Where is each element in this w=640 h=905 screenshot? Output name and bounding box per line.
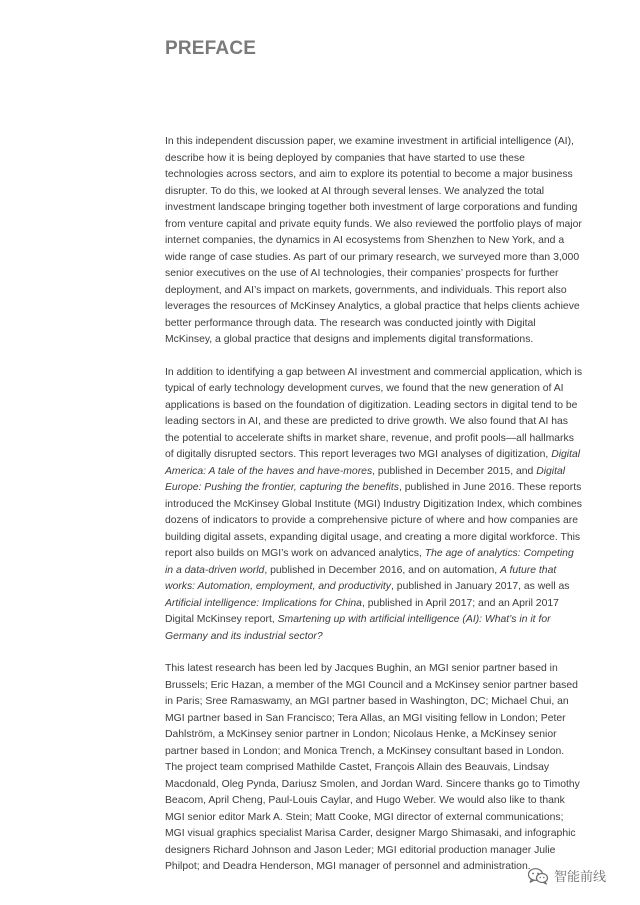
page-title: PREFACE bbox=[165, 38, 257, 59]
paragraph-1 bbox=[165, 134, 583, 349]
body-text bbox=[165, 134, 583, 892]
wechat-icon bbox=[527, 867, 549, 885]
paragraph-2-run-7: , published in December 2016, and on automation, bbox=[264, 564, 501, 576]
title-ai-china: Artificial intelligence: Implications for China bbox=[165, 597, 362, 609]
paragraph-1-text: In this independent discussion paper, we examine investment in artificial intelligence (AI), describe how it is being deployed by companies that have started to use these technologies across sectors, and aim to explore its potential to become a major business disrupter. To do this, we looked at AI through several lenses. We analyzed the total investment landscape bringing together both investment of large corporations and funding from venture capital and private equity funds. We also reviewed the portfolio plays of major internet companies, the dynamics in AI ecosystems from Shenzhen to New York, and a wide range of case studies. As part of our primary research, we surveyed more than 3,000 senior executives on the use of AI technologies, their companies’ prospects for further deployment, and AI’s impact on markets, governments, and individuals. This report also leverages the resources of McKinsey Analytics, a global practice that helps clients achieve better performance through data. The research was conducted jointly with Digital McKinsey, a global practice that designs and implements digital transformations. bbox=[165, 136, 582, 345]
title-digital-europe: Digital Europe: Pushing the frontier, capturing the benefits bbox=[165, 465, 566, 493]
paragraph-3 bbox=[165, 661, 583, 876]
paragraph-2-run-5: , published in June 2016. These reports introduced the McKinsey Global Institute (MGI) Industry Digitization Index, which combines dozens of indicators to provide a comprehensive picture of where and how companies are building digital assets, expanding digital usage, and creating a more digital workforce. This report also builds on MGI’s work on advanced analytics, bbox=[165, 482, 582, 559]
title-age-of-analytics: The age of analytics: Competing in a data-driven world bbox=[165, 548, 574, 576]
paragraph-3-text: This latest research has been led by Jacques Bughin, an MGI senior partner based in Brussels; Eric Hazan, a member of the MGI Council and a McKinsey senior partner based in Paris; Sree Ramaswamy, an MGI partner based in Washington, DC; Michael Chui, an MGI partner based in San Francisco; Tera Allas, an MGI visiting fellow in London; Peter Dahlström, a McKinsey senior partner in London; Nicolaus Henke, a McKinsey senior partner based in London; and Monica Trench, a McKinsey consultant based in London. The project team comprised Mathilde Castet, François Allain des Beauvais, Lindsay Macdonald, Oleg Pynda, Dariusz Smolen, and Jordan Ward. Sincere thanks go to Timothy Beacom, April Cheng, Paul-Louis Caylar, and Hugo Weber. We would also like to thank MGI senior editor Mark A. Stein; Matt Cooke, MGI director of external communications; MGI visual graphics specialist Marisa Carder, designer Margo Shimasaki, and infographic designers Richard Johnson and Jason Leder; MGI editorial production manager Julie Philpot; and Deadra Henderson, MGI manager of personnel and administration. bbox=[165, 663, 580, 872]
watermark bbox=[527, 866, 606, 885]
paragraph-2-run-1: In addition to identifying a gap between AI investment and commercial application, which is typical of early technology development curves, we found that the new generation of AI applications is based on the foundation of digitization. Leading sectors in digital tend to be leading sectors in AI, and these are predicted to drive growth. We also found that AI has the potential to accelerate shifts in market share, revenue, and profit pools—all hallmarks of digitally disrupted sectors. This report leverages two MGI analyses of digitization, bbox=[165, 366, 583, 460]
title-digital-america: Digital America: A tale of the haves and have-mores bbox=[165, 449, 581, 477]
watermark-label: 智能前线 bbox=[554, 869, 607, 884]
title-future-that-works: A future that works: Automation, employment, and productivity bbox=[165, 564, 557, 592]
title-smartening-up: Smartening up with artificial intelligence (AI): What’s in it for Germany and its industrial sector? bbox=[165, 614, 551, 642]
paragraph-2-run-9: , published in January 2017, as well as bbox=[391, 581, 570, 592]
paragraph-2-run-3: , published in December 2015, and bbox=[372, 465, 537, 477]
paragraph-2 bbox=[165, 365, 583, 646]
paragraph-2-run-11: , published in April 2017; and an April 2017 Digital McKinsey report, bbox=[165, 597, 559, 625]
